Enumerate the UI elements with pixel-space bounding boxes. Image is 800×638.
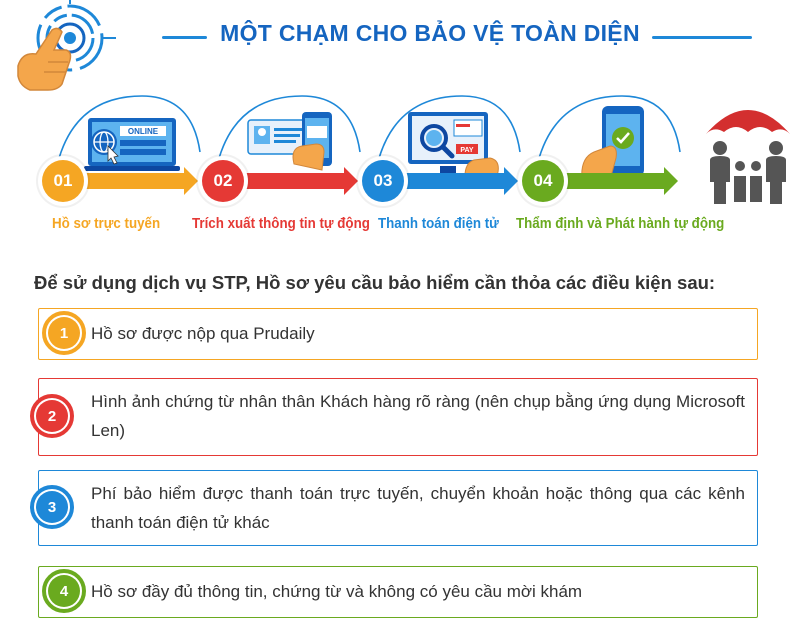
condition-text-2: Hình ảnh chứng từ nhân thân Khách hàng rõ ràng (nên chụp bằng ứng dụng Microsoft Len) [91,392,745,440]
condition-item-4 [38,566,758,618]
condition-text-1: Hồ sơ được nộp qua Prudaily [91,324,315,343]
id-card-phone-icon [246,108,346,174]
conditions-intro: Để sử dụng dịch vụ STP, Hồ sơ yêu cầu bảo hiểm cần thỏa các điều kiện sau: [34,272,716,293]
step-number-2: 02 [202,160,244,202]
condition-item-1 [38,308,758,360]
condition-number-2: 2 [36,400,68,432]
condition-number-3: 3 [36,491,68,523]
condition-item-3 [38,470,758,546]
step-label-1: Hồ sơ trực tuyến [52,216,161,232]
step-label-2: Trích xuất thông tin tự động [192,216,370,232]
step-number-4: 04 [522,160,564,202]
touch-tech-logo-icon [8,0,118,92]
condition-number-1: 1 [48,317,80,349]
pay-text: PAY [460,147,474,154]
condition-number-4: 4 [48,575,80,607]
step-number-3: 03 [362,160,404,202]
step-arrow-2 [232,173,344,189]
condition-text-3: Phí bảo hiểm được thanh toán trực tuyến, chuyển khoản hoặc thông qua các kênh thanh toán điện tử khác [91,484,745,532]
step-label-3: Thanh toán điện tử [378,216,499,232]
step-arrow-3 [392,173,504,189]
online-text: ONLINE [127,127,159,136]
step-label-4: Thẩm định và Phát hành tự động [516,216,725,232]
page-title: MỘT CHẠM CHO BẢO VỆ TOÀN DIỆN [220,20,640,46]
step-number-1: 01 [42,160,84,202]
condition-item-2 [38,378,758,456]
condition-text-4: Hồ sơ đầy đủ thông tin, chứng từ và không có yêu cầu mời khám [91,582,583,601]
family-umbrella-icon [700,92,796,206]
header-line-right [652,36,752,39]
step-arrow-4 [552,173,664,189]
approved-phone-icon [580,104,670,182]
online-laptop-icon [84,116,180,172]
step-arrow-1 [72,173,184,189]
header-line-left [162,36,207,39]
